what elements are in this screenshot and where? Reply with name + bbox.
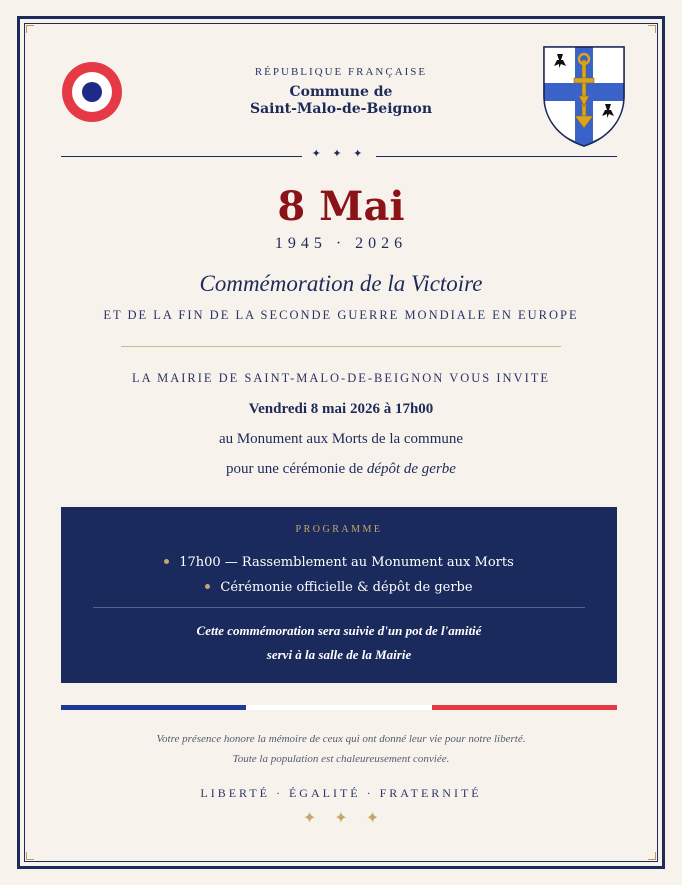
programme-item: 17h00 — Rassemblement au Monument aux Morts (61, 550, 617, 575)
tricolor-stripe (61, 705, 617, 710)
divider-left (61, 156, 302, 157)
invitation-ceremony (0, 461, 682, 478)
footer-welcome: Toute la population est chaleureusement conviée. (232, 753, 450, 765)
commune-label: Commune de (289, 84, 393, 100)
bullet-icon (205, 584, 210, 589)
ceremony-prefix: pour une cérémonie de (226, 461, 367, 477)
french-cockade-icon (62, 62, 122, 122)
programme-note-line2: servi à la salle de la Mairie (266, 647, 412, 662)
flag-white (246, 705, 431, 710)
event-subtitle: ET DE LA FIN DE LA SECONDE GUERRE MONDIALE EN EUROPE (103, 308, 579, 322)
bullet-icon (164, 559, 169, 564)
programme-divider (93, 607, 585, 608)
star-ornament-top: ✦ ✦ ✦ (311, 147, 367, 160)
corner-ornament-bottom-left (26, 852, 34, 860)
invitation-datetime: Vendredi 8 mai 2026 à 17h00 (248, 401, 434, 417)
footer-tribute: Votre présence honore la mémoire de ceux qui ont donné leur vie pour notre liberté. (156, 733, 526, 745)
flag-red (432, 705, 617, 710)
commune-name: Saint-Malo-de-Beignon (249, 101, 433, 117)
event-years: 1945 · 2026 (274, 235, 408, 252)
invitation-intro: LA MAIRIE DE SAINT-MALO-DE-BEIGNON VOUS INVITE (131, 371, 550, 385)
corner-ornament-top-right (648, 25, 656, 33)
invitation-location: au Monument aux Morts de la commune (218, 431, 464, 447)
national-motto: LIBERTÉ · ÉGALITÉ · FRATERNITÉ (200, 786, 482, 800)
programme-note-line1: Cette commémoration sera suivie d'un pot de l'amitié (196, 623, 482, 638)
programme-list (61, 550, 617, 600)
programme-panel (61, 507, 617, 683)
republic-label: RÉPUBLIQUE FRANÇAISE (254, 66, 428, 78)
gold-divider (121, 346, 561, 347)
event-date: 8 Mai (277, 183, 405, 230)
coat-of-arms-icon (541, 44, 627, 148)
programme-title: PROGRAMME (295, 524, 383, 535)
corner-ornament-bottom-right (648, 852, 656, 860)
event-title: Commémoration de la Victoire (199, 271, 483, 296)
ceremony-emphasis: dépôt de gerbe (366, 461, 456, 477)
programme-item: Cérémonie officielle & dépôt de gerbe (61, 575, 617, 600)
star-ornament-bottom: ✦✦✦ (302, 808, 398, 827)
divider-right (376, 156, 617, 157)
commune-header (160, 66, 522, 117)
flag-blue (61, 705, 246, 710)
corner-ornament-top-left (26, 25, 34, 33)
